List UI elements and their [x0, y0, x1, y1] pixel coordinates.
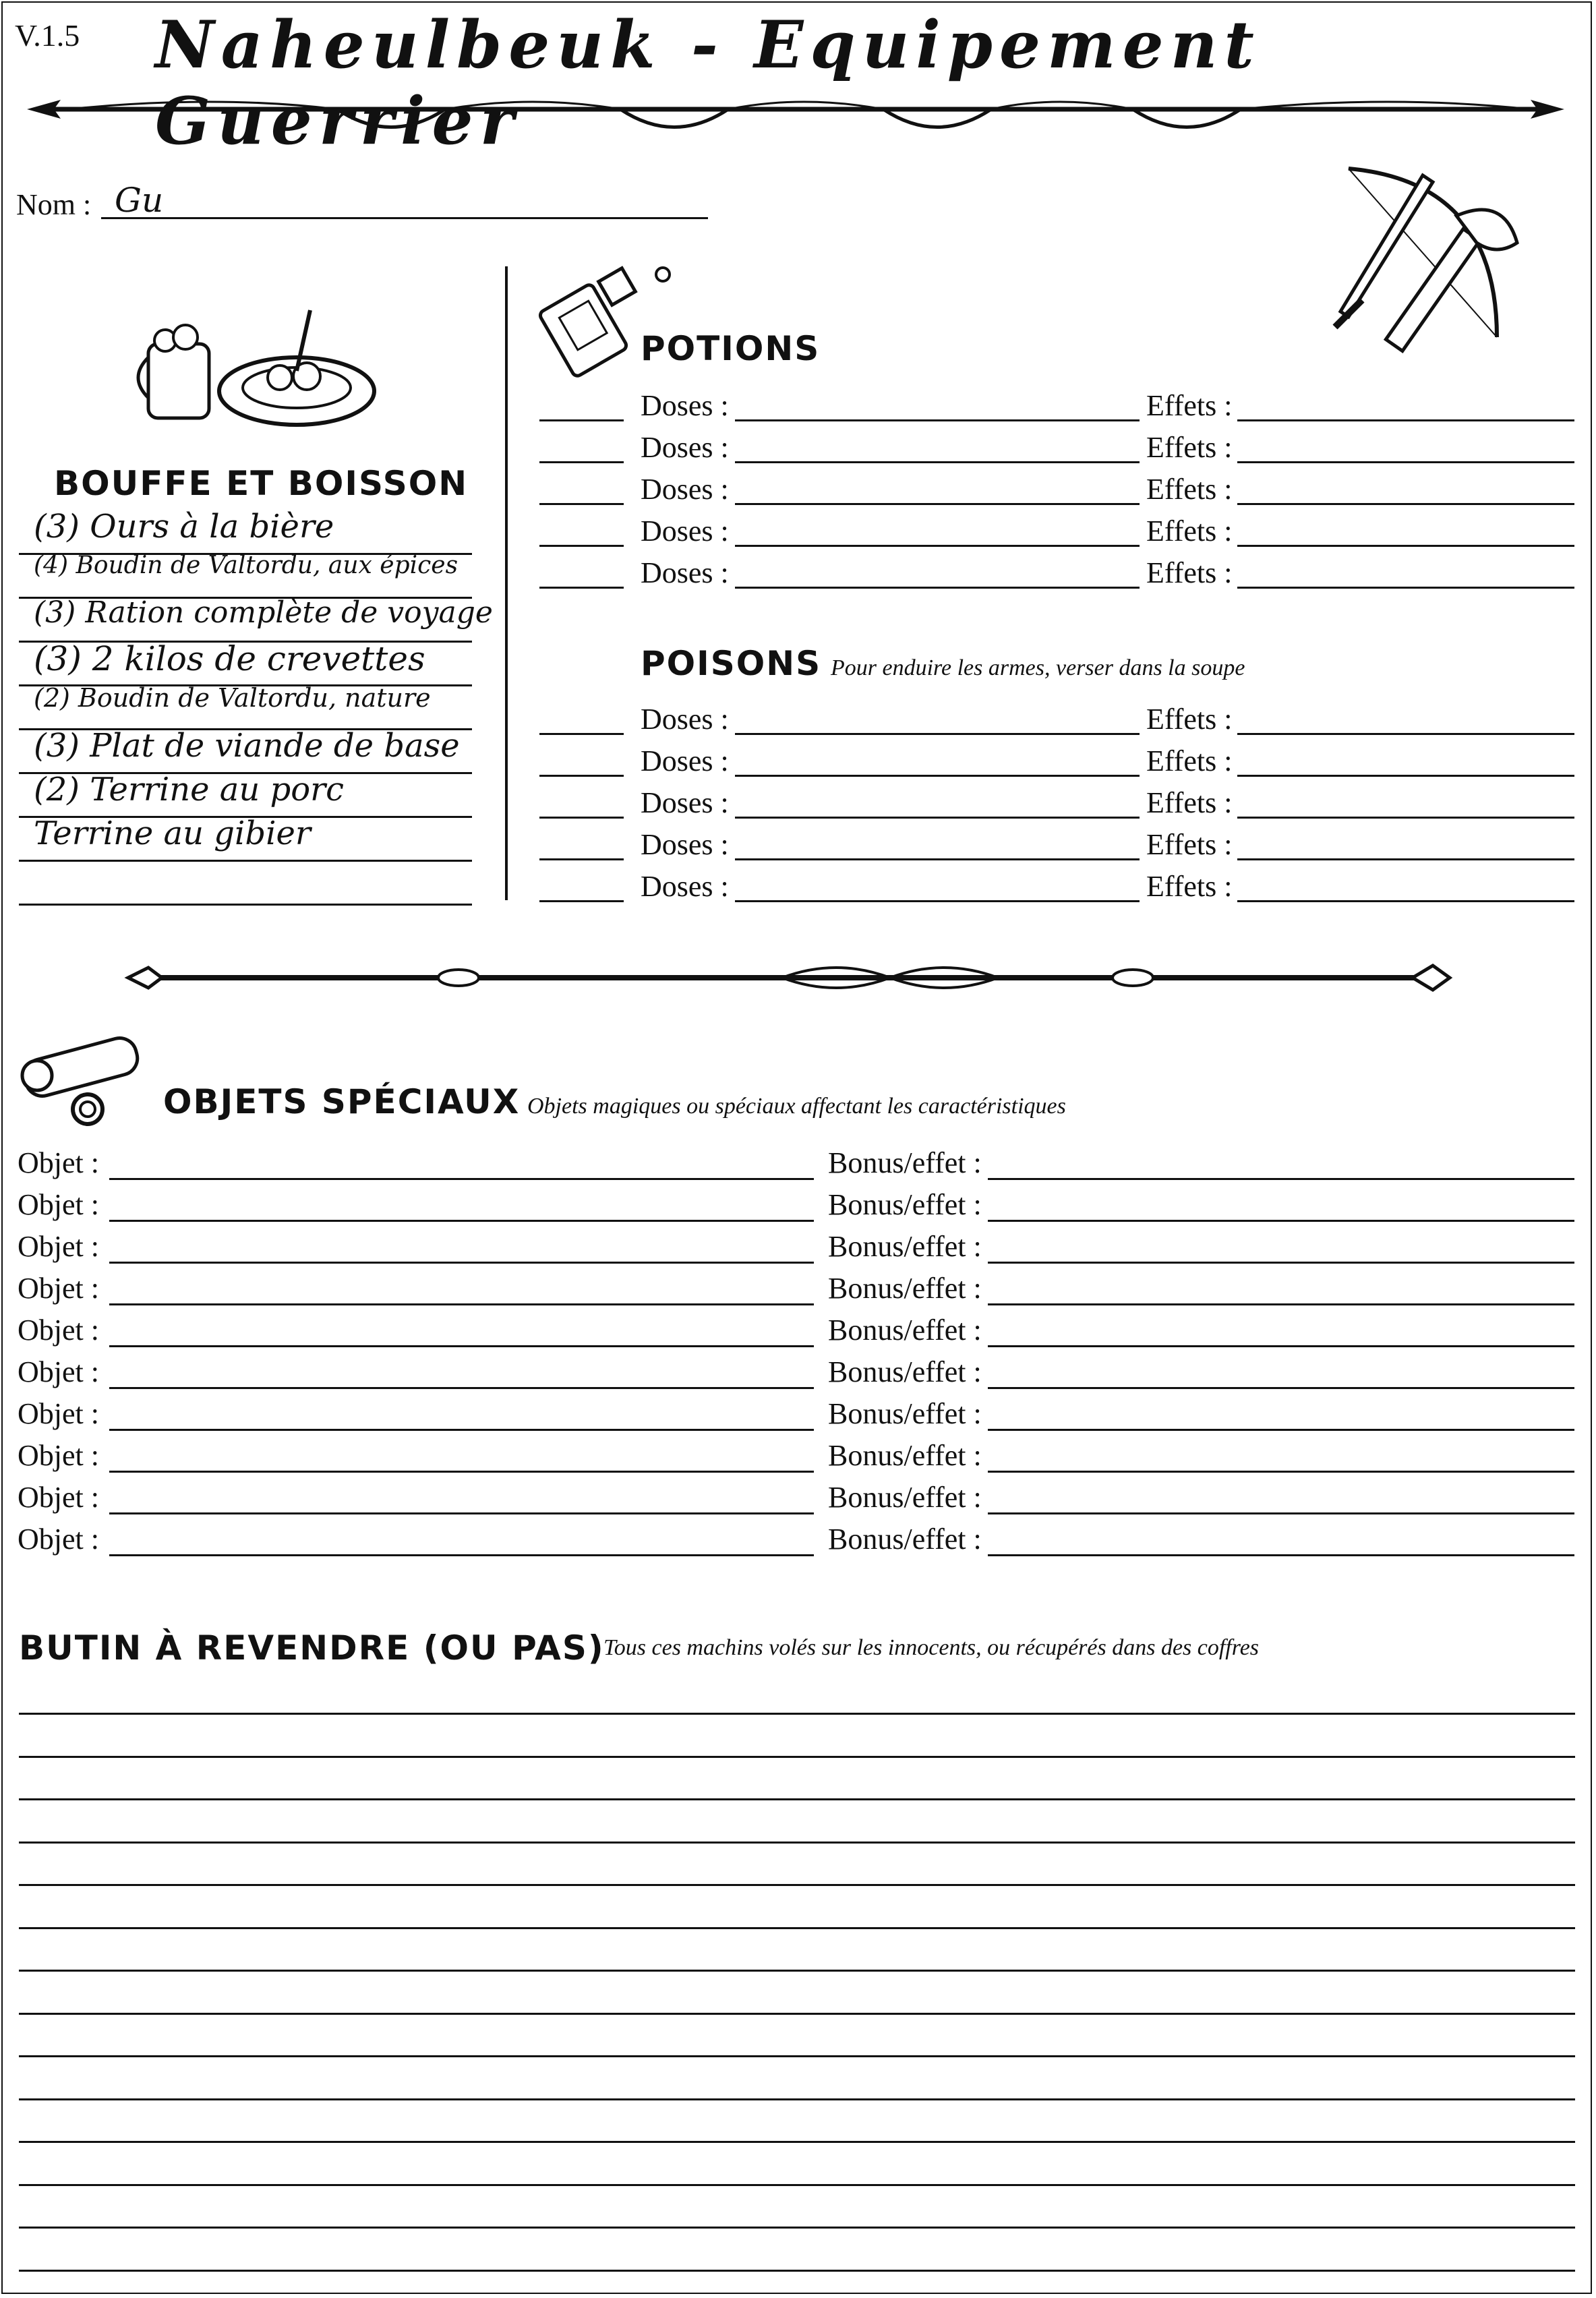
potion-blank-line[interactable] — [539, 503, 624, 505]
potion-effects-field[interactable] — [1237, 503, 1574, 505]
poison-blank-line[interactable] — [539, 900, 624, 902]
poison-blank-line[interactable] — [539, 733, 624, 735]
potion-effects-field[interactable] — [1237, 545, 1574, 547]
potion-blank-line[interactable] — [539, 461, 624, 463]
poison-effects-field[interactable] — [1237, 817, 1574, 819]
staff-divider-icon — [121, 958, 1470, 998]
loot-line[interactable] — [19, 1927, 1575, 1929]
object-field[interactable] — [109, 1554, 814, 1556]
potion-doses-label: Doses : — [641, 389, 729, 422]
object-label: Objet : — [18, 1439, 99, 1472]
poison-doses-label: Doses : — [641, 786, 729, 819]
loot-line[interactable] — [19, 2013, 1575, 2015]
object-field[interactable] — [109, 1178, 814, 1180]
loot-heading: BUTIN À REVENDRE (OU PAS) — [19, 1628, 605, 1668]
bonus-field[interactable] — [988, 1178, 1574, 1180]
poison-doses-field[interactable] — [735, 775, 1140, 777]
bonus-field[interactable] — [988, 1303, 1574, 1305]
object-field[interactable] — [109, 1220, 814, 1222]
potion-effects-label: Effets : — [1146, 473, 1233, 506]
poison-effects-field[interactable] — [1237, 858, 1574, 860]
poison-doses-field[interactable] — [735, 817, 1140, 819]
food-item-line — [19, 904, 472, 906]
bonus-field[interactable] — [988, 1429, 1574, 1431]
poison-doses-label: Doses : — [641, 828, 729, 861]
potion-doses-label: Doses : — [641, 514, 729, 548]
poison-blank-line[interactable] — [539, 858, 624, 860]
poison-blank-line[interactable] — [539, 817, 624, 819]
bonus-label: Bonus/effet : — [828, 1146, 982, 1179]
potion-effects-field[interactable] — [1237, 587, 1574, 589]
loot-line[interactable] — [19, 1756, 1575, 1758]
food-item[interactable]: (3) Plat de viande de base — [34, 727, 460, 765]
potion-effects-label: Effets : — [1146, 389, 1233, 422]
potion-doses-label: Doses : — [641, 431, 729, 464]
loot-line[interactable] — [19, 2227, 1575, 2229]
poison-doses-field[interactable] — [735, 733, 1140, 735]
poisons-heading: POISONS — [641, 644, 822, 683]
food-item[interactable]: (4) Boudin de Valtordu, aux épices — [34, 552, 459, 579]
bonus-label: Bonus/effet : — [828, 1397, 982, 1430]
loot-line[interactable] — [19, 1970, 1575, 1972]
bonus-label: Bonus/effet : — [828, 1314, 982, 1347]
loot-subtitle: Tous ces machins volés sur les innocents, ou récupérés dans des coffres — [603, 1635, 1260, 1660]
object-label: Objet : — [18, 1523, 99, 1556]
bonus-label: Bonus/effet : — [828, 1355, 982, 1388]
loot-line[interactable] — [19, 1884, 1575, 1886]
food-item[interactable]: Terrine au gibier — [34, 815, 311, 852]
object-field[interactable] — [109, 1429, 814, 1431]
object-label: Objet : — [18, 1230, 99, 1263]
potion-doses-label: Doses : — [641, 473, 729, 506]
page-title: Naheulbeuk - Equipement Guerrier — [155, 7, 1261, 159]
column-divider — [505, 266, 508, 900]
object-field[interactable] — [109, 1345, 814, 1347]
bonus-label: Bonus/effet : — [828, 1523, 982, 1556]
food-item[interactable]: (2) Terrine au porc — [34, 771, 345, 808]
potion-effects-field[interactable] — [1237, 419, 1574, 421]
bonus-label: Bonus/effet : — [828, 1481, 982, 1514]
object-label: Objet : — [18, 1481, 99, 1514]
bonus-field[interactable] — [988, 1471, 1574, 1473]
food-item[interactable]: (3) Ours à la bière — [34, 508, 334, 546]
object-field[interactable] — [109, 1262, 814, 1264]
poison-doses-label: Doses : — [641, 703, 729, 736]
loot-line[interactable] — [19, 2055, 1575, 2057]
name-value[interactable]: Gu — [115, 181, 164, 220]
bonus-field[interactable] — [988, 1345, 1574, 1347]
poison-effects-label: Effets : — [1146, 744, 1233, 777]
food-item-line — [19, 860, 472, 862]
weapons-icon — [1322, 155, 1537, 351]
poison-effects-field[interactable] — [1237, 900, 1574, 902]
poison-doses-label: Doses : — [641, 744, 729, 777]
poison-effects-label: Effets : — [1146, 786, 1233, 819]
poison-doses-field[interactable] — [735, 900, 1140, 902]
loot-line[interactable] — [19, 2098, 1575, 2100]
poison-effects-field[interactable] — [1237, 775, 1574, 777]
potion-doses-label: Doses : — [641, 556, 729, 589]
bonus-field[interactable] — [988, 1262, 1574, 1264]
potion-blank-line[interactable] — [539, 587, 624, 589]
poison-blank-line[interactable] — [539, 775, 624, 777]
bonus-field[interactable] — [988, 1512, 1574, 1514]
food-item[interactable]: (2) Boudin de Valtordu, nature — [34, 683, 431, 713]
name-label: Nom : — [16, 188, 92, 221]
potion-doses-field[interactable] — [735, 545, 1140, 547]
potion-doses-field[interactable] — [735, 419, 1140, 421]
food-heading: BOUFFE ET BOISSON — [54, 464, 469, 503]
loot-line[interactable] — [19, 1713, 1575, 1715]
food-item[interactable]: (3) 2 kilos de crevettes — [34, 639, 425, 678]
poison-doses-field[interactable] — [735, 858, 1140, 860]
potion-doses-field[interactable] — [735, 587, 1140, 589]
poisons-subtitle: Pour enduire les armes, verser dans la soupe — [831, 655, 1245, 680]
object-field[interactable] — [109, 1387, 814, 1389]
object-field[interactable] — [109, 1471, 814, 1473]
potion-doses-field[interactable] — [735, 461, 1140, 463]
food-icon — [135, 303, 378, 438]
object-field[interactable] — [109, 1303, 814, 1305]
potion-blank-line[interactable] — [539, 419, 624, 421]
object-label: Objet : — [18, 1188, 99, 1221]
special-heading: OBJETS SPÉCIAUX — [163, 1082, 521, 1121]
bonus-field[interactable] — [988, 1387, 1574, 1389]
bonus-field[interactable] — [988, 1554, 1574, 1556]
loot-line[interactable] — [19, 2141, 1575, 2143]
poison-doses-label: Doses : — [641, 870, 729, 903]
potion-effects-label: Effets : — [1146, 556, 1233, 589]
object-label: Objet : — [18, 1146, 99, 1179]
loot-line[interactable] — [19, 1842, 1575, 1844]
loot-line[interactable] — [19, 2184, 1575, 2186]
bonus-label: Bonus/effet : — [828, 1188, 982, 1221]
poison-effects-label: Effets : — [1146, 703, 1233, 736]
name-underline — [101, 217, 708, 219]
poison-effects-label: Effets : — [1146, 870, 1233, 903]
poison-effects-label: Effets : — [1146, 828, 1233, 861]
food-item[interactable]: (3) Ration complète de voyage — [34, 595, 493, 630]
bonus-label: Bonus/effet : — [828, 1230, 982, 1263]
object-label: Objet : — [18, 1314, 99, 1347]
loot-line[interactable] — [19, 2270, 1575, 2272]
bonus-label: Bonus/effet : — [828, 1439, 982, 1472]
potion-effects-label: Effets : — [1146, 514, 1233, 548]
poison-effects-field[interactable] — [1237, 733, 1574, 735]
spear-divider-icon — [13, 88, 1578, 148]
scroll-ring-icon — [17, 1028, 158, 1129]
object-label: Objet : — [18, 1272, 99, 1305]
potion-effects-label: Effets : — [1146, 431, 1233, 464]
version-label: V.1.5 — [15, 18, 80, 53]
potion-effects-field[interactable] — [1237, 461, 1574, 463]
object-label: Objet : — [18, 1355, 99, 1388]
potions-heading: POTIONS — [641, 329, 821, 368]
bonus-field[interactable] — [988, 1220, 1574, 1222]
special-subtitle: Objets magiques ou spéciaux affectant les caractéristiques — [527, 1094, 1066, 1119]
object-field[interactable] — [109, 1512, 814, 1514]
potion-doses-field[interactable] — [735, 503, 1140, 505]
loot-line[interactable] — [19, 1798, 1575, 1800]
potion-blank-line[interactable] — [539, 545, 624, 547]
object-label: Objet : — [18, 1397, 99, 1430]
bonus-label: Bonus/effet : — [828, 1272, 982, 1305]
